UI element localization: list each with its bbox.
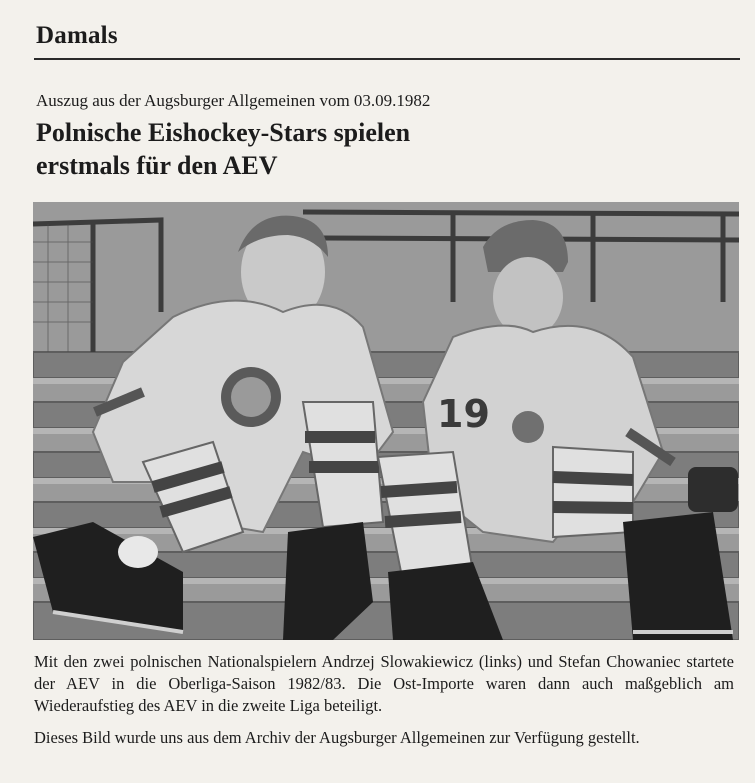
caption-paragraph-2: Dieses Bild wurde uns aus dem Archiv der Augsburger Allgemeinen zur Verfügung gestellt. <box>34 728 640 747</box>
jersey-number: 19 <box>437 392 490 436</box>
section-title: Damals <box>36 22 118 49</box>
headline-line-2: erstmals für den AEV <box>36 151 278 180</box>
article-photo <box>33 202 739 640</box>
caption-paragraph-1: Mit den zwei polnischen Nationalspielern Andrzej Slowakiewicz (links) und Stefan Chowaniec startete der AEV in die Oberliga-Saison 1982/83. Die Ost-Importe waren dann auch maßgeblich am Wiederaufstieg des AEV in die zweite Liga beteiligt. <box>34 652 734 715</box>
headline-line-1: Polnische Eishockey-Stars spielen <box>36 118 411 147</box>
section-divider <box>34 58 740 60</box>
photo-hockey-players <box>33 202 739 640</box>
article-headline <box>36 116 716 182</box>
photo-caption <box>34 651 734 749</box>
article-source: Auszug aus der Augsburger Allgemeinen vom 03.09.1982 <box>36 91 431 110</box>
